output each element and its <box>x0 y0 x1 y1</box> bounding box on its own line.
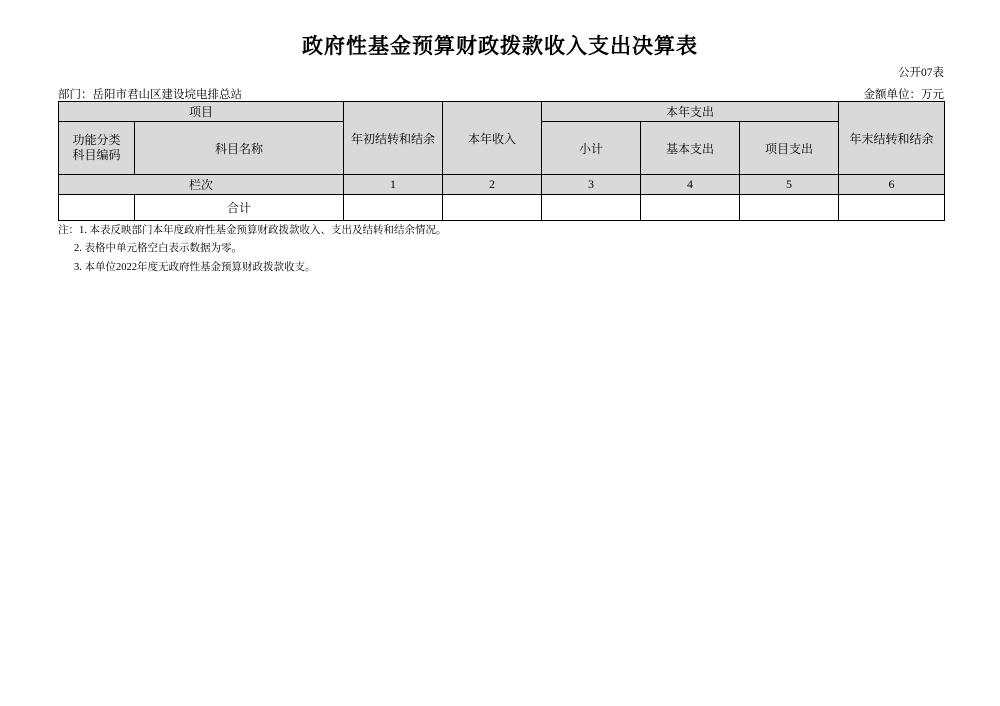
header-function-code-line2: 科目编码 <box>72 148 121 162</box>
header-year-income: 本年收入 <box>443 102 542 175</box>
column-row-label: 栏次 <box>59 175 344 195</box>
column-number-6: 6 <box>839 175 945 195</box>
note-line-1: 注：1. 本表反映部门本年度政府性基金预算财政拨款收入、支出及结转和结余情况。 <box>58 225 447 236</box>
note-line-2: 2. 表格中单元格空白表示数据为零。 <box>74 243 242 255</box>
column-number-4: 4 <box>641 175 740 195</box>
department-label: 部门：岳阳市君山区建设垸电排总站 <box>58 89 242 101</box>
note-line-3: 3. 本单位2022年度无政府性基金预算财政拨款收支。 <box>74 261 316 273</box>
table-column-number-row <box>59 175 945 195</box>
header-subtotal: 小计 <box>542 122 641 175</box>
header-project-expenditure: 项目支出 <box>740 122 839 175</box>
column-number-3: 3 <box>542 175 641 195</box>
header-group-project: 项目 <box>59 102 344 122</box>
header-subject-name: 科目名称 <box>135 122 344 175</box>
header-function-code <box>59 122 135 175</box>
amount-unit-label: 金额单位：万元 <box>863 89 944 101</box>
cell-begin-balance <box>344 195 443 221</box>
header-group-expenditure: 本年支出 <box>542 102 839 122</box>
cell-function-code <box>59 195 135 221</box>
table-header-group-row <box>59 102 945 122</box>
cell-project-expenditure <box>740 195 839 221</box>
cell-subtotal <box>542 195 641 221</box>
cell-subject-name: 合计 <box>135 195 344 221</box>
form-code: 公开07表 <box>898 67 944 79</box>
column-number-5: 5 <box>740 175 839 195</box>
cell-year-income <box>443 195 542 221</box>
column-number-2: 2 <box>443 175 542 195</box>
page-title: 政府性基金预算财政拨款收入支出决算表 <box>302 34 698 58</box>
budget-table <box>58 101 945 221</box>
table-notes <box>58 222 447 277</box>
header-begin-balance: 年初结转和结余 <box>344 102 443 175</box>
table-row <box>59 195 945 221</box>
cell-end-balance <box>839 195 945 221</box>
header-end-balance: 年末结转和结余 <box>839 102 945 175</box>
header-function-code-line1: 功能分类 <box>72 133 121 147</box>
cell-basic-expenditure <box>641 195 740 221</box>
column-number-1: 1 <box>344 175 443 195</box>
header-basic-expenditure: 基本支出 <box>641 122 740 175</box>
